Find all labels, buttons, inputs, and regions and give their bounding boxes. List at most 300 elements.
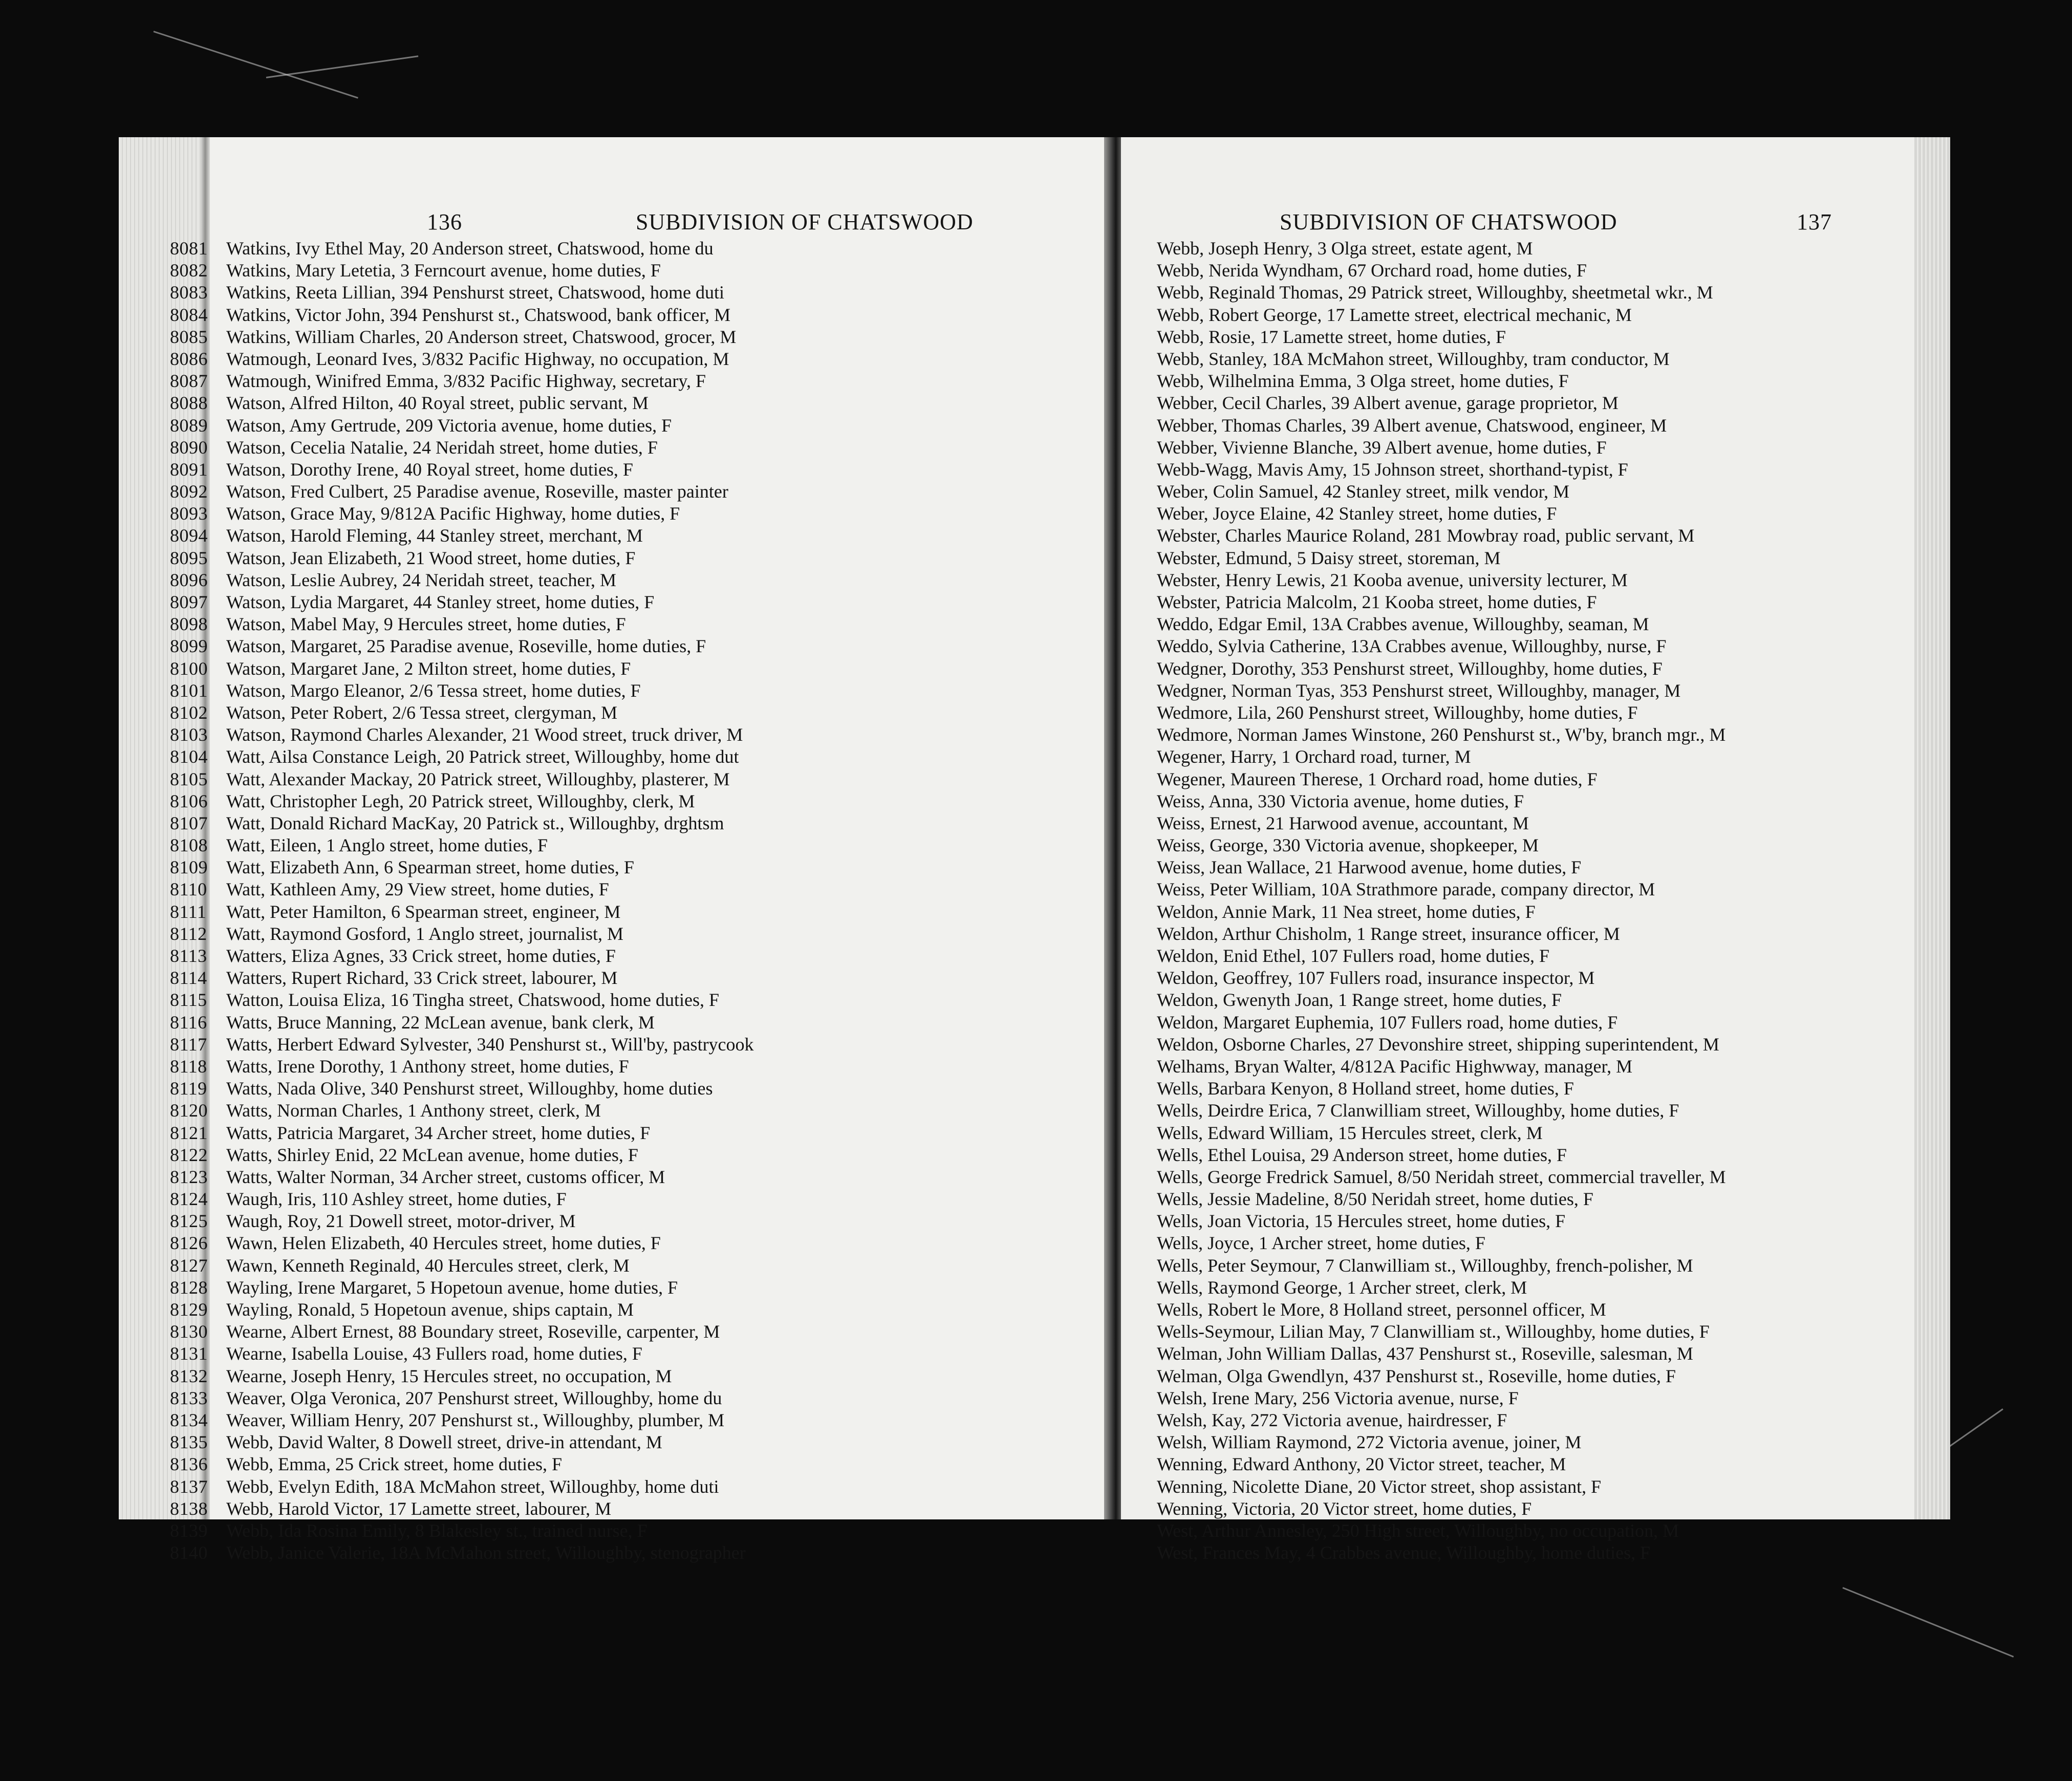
entry-text: Webb, Ida Rosina Emily, 8 Blakesley st., trained nurse, F <box>226 1520 648 1541</box>
list-item <box>1157 1365 1726 1387</box>
list-item <box>170 1232 754 1254</box>
list-item <box>1157 1277 1726 1299</box>
entry-text: Webb, Evelyn Edith, 18A McMahon street, Willoughby, home duti <box>226 1476 719 1497</box>
list-item <box>1157 834 1726 856</box>
entry-text: Weiss, George, 330 Victoria avenue, shopkeeper, M <box>1157 835 1539 856</box>
entry-number: 8115 <box>170 990 207 1011</box>
list-item <box>170 746 754 768</box>
list-item <box>1157 1321 1726 1343</box>
entry-text: Wedmore, Lila, 260 Penshurst street, Willoughby, home duties, F <box>1157 702 1638 723</box>
list-item <box>170 1431 754 1453</box>
entry-number: 8098 <box>170 614 208 635</box>
list-item <box>170 790 754 812</box>
list-item <box>170 923 754 945</box>
entry-text: Webster, Henry Lewis, 21 Kooba avenue, university lecturer, M <box>1157 569 1628 590</box>
entry-number: 8127 <box>170 1255 208 1276</box>
entry-number: 8101 <box>170 680 208 701</box>
entry-text: Watts, Herbert Edward Sylvester, 340 Penshurst st., Will'by, pastrycook <box>226 1034 754 1055</box>
list-item <box>170 768 754 790</box>
entry-number: 8090 <box>170 437 208 458</box>
entry-text: Webb-Wagg, Mavis Amy, 15 Johnson street, shorthand-typist, F <box>1157 459 1628 480</box>
entry-text: Watt, Ailsa Constance Leigh, 20 Patrick street, Willoughby, home dut <box>226 746 739 767</box>
entry-text: Watson, Fred Culbert, 25 Paradise avenue, Roseville, master painter <box>226 481 728 502</box>
entry-text: Watt, Donald Richard MacKay, 20 Patrick st., Willoughby, drghtsm <box>226 812 724 833</box>
entry-number: 8081 <box>170 238 208 259</box>
entry-text: Webb, Wilhelmina Emma, 3 Olga street, home duties, F <box>1157 371 1569 392</box>
list-item <box>170 437 754 459</box>
list-item <box>1157 1343 1726 1365</box>
entry-text: Weldon, Arthur Chisholm, 1 Range street, insurance officer, M <box>1157 923 1620 944</box>
list-item <box>170 967 754 989</box>
list-item <box>170 1034 754 1056</box>
entry-text: Watkins, Mary Letetia, 3 Ferncourt avenue, home duties, F <box>226 260 661 281</box>
entry-text: Watt, Raymond Gosford, 1 Anglo street, journalist, M <box>226 923 624 944</box>
right-page <box>1121 137 1950 1563</box>
entry-number: 8097 <box>170 592 208 612</box>
list-item <box>170 1166 754 1188</box>
list-item <box>1157 1453 1726 1475</box>
list-item <box>170 1012 754 1034</box>
entry-text: Wayling, Ronald, 5 Hopetoun avenue, ships captain, M <box>226 1299 634 1320</box>
list-item <box>1157 878 1726 900</box>
entry-number: 8120 <box>170 1100 208 1121</box>
entry-text: Watton, Louisa Eliza, 16 Tingha street, Chatswood, home duties, F <box>226 990 720 1011</box>
entry-number: 8112 <box>170 923 207 944</box>
entry-text: Wells, Joyce, 1 Archer street, home duties, F <box>1157 1233 1485 1254</box>
entry-text: Watson, Mabel May, 9 Hercules street, home duties, F <box>226 614 626 635</box>
entry-text: Weldon, Margaret Euphemia, 107 Fullers road, home duties, F <box>1157 1012 1618 1033</box>
entry-number: 8132 <box>170 1365 208 1386</box>
entry-text: Watson, Margo Eleanor, 2/6 Tessa street, home duties, F <box>226 680 641 701</box>
entry-number: 8139 <box>170 1520 208 1541</box>
entry-text: Webster, Edmund, 5 Daisy street, storeman, M <box>1157 547 1501 568</box>
list-item <box>170 724 754 746</box>
entry-text: Wenning, Victoria, 20 Victor street, home duties, F <box>1157 1498 1532 1519</box>
entry-text: Welsh, Irene Mary, 256 Victoria avenue, nurse, F <box>1157 1387 1519 1408</box>
list-item <box>1157 923 1726 945</box>
list-item <box>1157 1034 1726 1056</box>
list-item <box>1157 1210 1726 1232</box>
entry-number: 8128 <box>170 1277 208 1298</box>
entry-number: 8133 <box>170 1387 208 1408</box>
list-item <box>170 1409 754 1431</box>
entry-text: Weber, Colin Samuel, 42 Stanley street, milk vendor, M <box>1157 481 1570 502</box>
list-item <box>1157 392 1726 414</box>
list-item <box>1157 370 1726 392</box>
entry-text: Wells, Peter Seymour, 7 Clanwilliam st., Willoughby, french-polisher, M <box>1157 1255 1693 1276</box>
entry-number: 8092 <box>170 481 208 502</box>
list-item <box>170 459 754 481</box>
entry-text: Watts, Irene Dorothy, 1 Anthony street, home duties, F <box>226 1056 629 1077</box>
entry-text: Watson, Margaret, 25 Paradise avenue, Roseville, home duties, F <box>226 636 706 657</box>
entry-text: Watson, Amy Gertrude, 209 Victoria avenue, home duties, F <box>226 415 672 436</box>
list-item <box>170 370 754 392</box>
list-item <box>1157 635 1726 657</box>
entry-text: Welhams, Bryan Walter, 4/812A Pacific Highwway, manager, M <box>1157 1056 1633 1077</box>
entry-text: Watkins, Ivy Ethel May, 20 Anderson street, Chatswood, home du <box>226 238 714 259</box>
entry-number: 8134 <box>170 1409 208 1430</box>
entry-text: Webster, Patricia Malcolm, 21 Kooba street, home duties, F <box>1157 592 1597 612</box>
list-item <box>1157 1166 1726 1188</box>
list-item <box>1157 1122 1726 1144</box>
entry-text: Watt, Eileen, 1 Anglo street, home duties, F <box>226 835 548 856</box>
entry-number: 8104 <box>170 746 208 767</box>
list-item <box>170 1476 754 1498</box>
entry-number: 8091 <box>170 459 208 480</box>
list-item <box>170 1188 754 1210</box>
entry-number: 8109 <box>170 857 208 878</box>
list-item <box>170 1056 754 1078</box>
entry-text: Weldon, Gwenyth Joan, 1 Range street, home duties, F <box>1157 990 1562 1011</box>
entry-number: 8094 <box>170 525 208 546</box>
entry-text: Wearne, Albert Ernest, 88 Boundary street, Roseville, carpenter, M <box>226 1321 720 1342</box>
entry-text: West, Frances May, 4 Crabbes avenue, Willoughby, home duties, F <box>1157 1542 1651 1563</box>
entry-text: Weaver, William Henry, 207 Penshurst st., Willoughby, plumber, M <box>226 1409 725 1430</box>
list-item <box>1157 1542 1726 1564</box>
entry-text: Watson, Cecelia Natalie, 24 Neridah street, home duties, F <box>226 437 658 458</box>
entry-text: West, Arthur Annesley, 250 High street, Willoughby, no occupation, M <box>1157 1520 1679 1541</box>
entry-number: 8107 <box>170 812 208 833</box>
entry-number: 8113 <box>170 946 207 966</box>
list-item <box>1157 1056 1726 1078</box>
list-item <box>1157 901 1726 923</box>
list-item <box>170 1343 754 1365</box>
list-item <box>170 989 754 1011</box>
entry-number: 8087 <box>170 371 208 392</box>
list-item <box>1157 547 1726 569</box>
list-item <box>1157 945 1726 967</box>
entry-number: 8116 <box>170 1012 207 1033</box>
list-item <box>1157 1078 1726 1100</box>
book-spread <box>119 122 1956 1563</box>
list-item <box>170 1277 754 1299</box>
list-item <box>170 1542 754 1564</box>
entry-number: 8117 <box>170 1034 207 1055</box>
entry-text: Watt, Elizabeth Ann, 6 Spearman street, home duties, F <box>226 857 634 878</box>
entry-text: Wells, Deirdre Erica, 7 Clanwilliam street, Willoughby, home duties, F <box>1157 1100 1679 1121</box>
entry-text: Webb, Harold Victor, 17 Lamette street, labourer, M <box>226 1498 612 1519</box>
entry-number: 8131 <box>170 1343 208 1364</box>
entry-text: Weiss, Peter William, 10A Strathmore parade, company director, M <box>1157 879 1655 900</box>
list-item <box>1157 1431 1726 1453</box>
page-heading: SUBDIVISION OF CHATSWOOD <box>1280 209 1617 234</box>
page-number: 136 <box>427 209 462 234</box>
list-item <box>170 1321 754 1343</box>
entry-text: Wenning, Nicolette Diane, 20 Victor street, shop assistant, F <box>1157 1476 1602 1497</box>
list-item <box>1157 481 1726 503</box>
list-item <box>1157 1144 1726 1166</box>
list-item <box>1157 503 1726 525</box>
entry-text: Webster, Charles Maurice Roland, 281 Mowbray road, public servant, M <box>1157 525 1695 546</box>
entry-text: Weaver, Olga Veronica, 207 Penshurst street, Willoughby, home du <box>226 1387 722 1408</box>
list-item <box>170 945 754 967</box>
entry-text: Webber, Cecil Charles, 39 Albert avenue, garage proprietor, M <box>1157 393 1618 414</box>
entry-text: Webb, Janice Valerie, 18A McMahon street, Willoughby, stenographer <box>226 1542 746 1563</box>
list-item <box>170 326 754 348</box>
list-item <box>1157 1100 1726 1122</box>
entry-text: Weber, Joyce Elaine, 42 Stanley street, home duties, F <box>1157 503 1557 524</box>
list-item <box>1157 746 1726 768</box>
list-item <box>1157 856 1726 878</box>
list-item <box>170 812 754 834</box>
list-item <box>170 591 754 613</box>
list-item <box>1157 591 1726 613</box>
entry-text: Watson, Harold Fleming, 44 Stanley street, merchant, M <box>226 525 643 546</box>
entry-text: Watson, Lydia Margaret, 44 Stanley street, home duties, F <box>226 592 655 612</box>
entry-number: 8100 <box>170 658 208 679</box>
list-item <box>1157 1520 1726 1542</box>
entry-text: Wearne, Joseph Henry, 15 Hercules street, no occupation, M <box>226 1365 672 1386</box>
entry-text: Wells, Edward William, 15 Hercules street, clerk, M <box>1157 1122 1543 1143</box>
entry-number: 8083 <box>170 282 208 303</box>
entry-text: Watts, Norman Charles, 1 Anthony street, clerk, M <box>226 1100 601 1121</box>
entry-text: Watters, Rupert Richard, 33 Crick street, labourer, M <box>226 968 618 989</box>
list-item <box>170 1520 754 1542</box>
entry-number: 8125 <box>170 1211 208 1232</box>
entry-number: 8136 <box>170 1454 208 1475</box>
list-item <box>1157 613 1726 635</box>
entry-number: 8110 <box>170 879 207 900</box>
entry-text: Watmough, Winifred Emma, 3/832 Pacific Highway, secretary, F <box>226 371 706 392</box>
entry-number: 8089 <box>170 415 208 436</box>
list-item <box>170 1122 754 1144</box>
entry-number: 8129 <box>170 1299 208 1320</box>
entry-text: Waugh, Iris, 110 Ashley street, home duties, F <box>226 1189 567 1210</box>
entry-text: Welsh, William Raymond, 272 Victoria avenue, joiner, M <box>1157 1432 1582 1453</box>
entry-text: Webb, Robert George, 17 Lamette street, electrical mechanic, M <box>1157 304 1632 325</box>
entry-number: 8111 <box>170 901 207 922</box>
entry-text: Wedgner, Dorothy, 353 Penshurst street, Willoughby, home duties, F <box>1157 658 1663 679</box>
list-item <box>170 260 754 282</box>
entry-number: 8138 <box>170 1498 208 1519</box>
entry-number: 8123 <box>170 1166 208 1187</box>
list-item <box>170 348 754 370</box>
list-item <box>170 635 754 657</box>
entry-number: 8095 <box>170 547 208 568</box>
list-item <box>170 901 754 923</box>
entry-text: Watts, Nada Olive, 340 Penshurst street, Willoughby, home duties <box>226 1078 713 1099</box>
list-item <box>170 856 754 878</box>
list-item <box>170 503 754 525</box>
entry-number: 8099 <box>170 636 208 657</box>
entry-number: 8093 <box>170 503 208 524</box>
list-item <box>170 1078 754 1100</box>
entry-text: Watson, Leslie Aubrey, 24 Neridah street, teacher, M <box>226 569 617 590</box>
entry-text: Watt, Kathleen Amy, 29 View street, home duties, F <box>226 879 609 900</box>
list-item <box>1157 1232 1726 1254</box>
list-item <box>1157 967 1726 989</box>
list-item <box>1157 569 1726 591</box>
list-item <box>1157 437 1726 459</box>
list-item <box>1157 1387 1726 1409</box>
entry-text: Wawn, Kenneth Reginald, 40 Hercules street, clerk, M <box>226 1255 630 1276</box>
entry-text: Watkins, Reeta Lillian, 394 Penshurst street, Chatswood, home duti <box>226 282 724 303</box>
list-item <box>1157 1476 1726 1498</box>
list-item <box>170 1144 754 1166</box>
list-item <box>170 1299 754 1321</box>
entry-number: 8108 <box>170 835 208 856</box>
list-item <box>170 834 754 856</box>
page-number: 137 <box>1797 209 1832 234</box>
list-item <box>170 238 754 260</box>
entry-number: 8137 <box>170 1476 208 1497</box>
list-item <box>1157 812 1726 834</box>
entry-text: Watmough, Leonard Ives, 3/832 Pacific Highway, no occupation, M <box>226 348 729 369</box>
scratch-mark <box>1842 1587 2014 1658</box>
list-item <box>170 525 754 547</box>
list-item <box>170 569 754 591</box>
entry-number: 8122 <box>170 1144 208 1165</box>
list-item <box>170 1498 754 1520</box>
entry-text: Wayling, Irene Margaret, 5 Hopetoun avenue, home duties, F <box>226 1277 678 1298</box>
list-item <box>1157 1409 1726 1431</box>
list-item <box>1157 658 1726 680</box>
entry-number: 8096 <box>170 569 208 590</box>
list-item <box>1157 415 1726 437</box>
entry-text: Watson, Peter Robert, 2/6 Tessa street, clergyman, M <box>226 702 618 723</box>
list-item <box>170 415 754 437</box>
list-item <box>170 702 754 724</box>
page-edges <box>1914 137 1950 1519</box>
entry-number: 8126 <box>170 1233 208 1254</box>
entry-text: Watts, Patricia Margaret, 34 Archer street, home duties, F <box>226 1122 651 1143</box>
entry-number: 8118 <box>170 1056 207 1077</box>
list-item <box>170 1453 754 1475</box>
list-item <box>1157 282 1726 304</box>
entry-text: Wedgner, Norman Tyas, 353 Penshurst street, Willoughby, manager, M <box>1157 680 1681 701</box>
list-item <box>1157 1012 1726 1034</box>
entry-text: Webber, Thomas Charles, 39 Albert avenue, Chatswood, engineer, M <box>1157 415 1667 436</box>
entry-number: 8130 <box>170 1321 208 1342</box>
list-item <box>170 1365 754 1387</box>
entry-list <box>170 238 754 1564</box>
entry-text: Watt, Peter Hamilton, 6 Spearman street, engineer, M <box>226 901 621 922</box>
list-item <box>1157 790 1726 812</box>
entry-list <box>1157 238 1726 1564</box>
entry-text: Webb, Emma, 25 Crick street, home duties, F <box>226 1454 562 1475</box>
entry-text: Waugh, Roy, 21 Dowell street, motor-driver, M <box>226 1211 576 1232</box>
entry-text: Watts, Bruce Manning, 22 McLean avenue, bank clerk, M <box>226 1012 655 1033</box>
list-item <box>170 1255 754 1277</box>
entry-text: Watt, Christopher Legh, 20 Patrick street, Willoughby, clerk, M <box>226 790 695 811</box>
entry-text: Watts, Walter Norman, 34 Archer street, customs officer, M <box>226 1166 665 1187</box>
list-item <box>170 1387 754 1409</box>
entry-text: Watters, Eliza Agnes, 33 Crick street, home duties, F <box>226 946 616 966</box>
entry-number: 8086 <box>170 348 208 369</box>
entry-text: Welman, Olga Gwendlyn, 437 Penshurst st., Roseville, home duties, F <box>1157 1365 1676 1386</box>
list-item <box>1157 724 1726 746</box>
list-item <box>1157 459 1726 481</box>
list-item <box>1157 1299 1726 1321</box>
entry-text: Wells, Ethel Louisa, 29 Anderson street, home duties, F <box>1157 1144 1567 1165</box>
entry-number: 8082 <box>170 260 208 281</box>
list-item <box>1157 1255 1726 1277</box>
entry-text: Wells, Joan Victoria, 15 Hercules street, home duties, F <box>1157 1211 1566 1232</box>
entry-text: Webb, Nerida Wyndham, 67 Orchard road, home duties, F <box>1157 260 1587 281</box>
list-item <box>1157 304 1726 326</box>
entry-text: Watts, Shirley Enid, 22 McLean avenue, home duties, F <box>226 1144 638 1165</box>
list-item <box>1157 702 1726 724</box>
entry-text: Wells, Raymond George, 1 Archer street, clerk, M <box>1157 1277 1527 1298</box>
entry-text: Weiss, Anna, 330 Victoria avenue, home duties, F <box>1157 790 1524 811</box>
left-page <box>119 137 1107 1563</box>
entry-text: Watson, Grace May, 9/812A Pacific Highway, home duties, F <box>226 503 680 524</box>
entry-number: 8085 <box>170 326 208 347</box>
entry-text: Watkins, William Charles, 20 Anderson street, Chatswood, grocer, M <box>226 326 737 347</box>
entry-text: Watson, Margaret Jane, 2 Milton street, home duties, F <box>226 658 631 679</box>
entry-text: Watson, Alfred Hilton, 40 Royal street, public servant, M <box>226 393 649 414</box>
entry-text: Weiss, Jean Wallace, 21 Harwood avenue, home duties, F <box>1157 857 1582 878</box>
list-item <box>1157 680 1726 702</box>
entry-text: Wells, Barbara Kenyon, 8 Holland street, home duties, F <box>1157 1078 1574 1099</box>
list-item <box>170 282 754 304</box>
list-item <box>170 392 754 414</box>
entry-text: Wearne, Isabella Louise, 43 Fullers road, home duties, F <box>226 1343 642 1364</box>
entry-number: 8121 <box>170 1122 208 1143</box>
entry-text: Webb, David Walter, 8 Dowell street, drive-in attendant, M <box>226 1432 662 1453</box>
list-item <box>1157 326 1726 348</box>
entry-text: Watt, Alexander Mackay, 20 Patrick street, Willoughby, plasterer, M <box>226 768 730 789</box>
entry-number: 8102 <box>170 702 208 723</box>
list-item <box>170 547 754 569</box>
entry-text: Wegener, Harry, 1 Orchard road, turner, M <box>1157 746 1471 767</box>
entry-text: Wedmore, Norman James Winstone, 260 Penshurst st., W'by, branch mgr., M <box>1157 724 1726 745</box>
entry-text: Weldon, Geoffrey, 107 Fullers road, insurance inspector, M <box>1157 968 1595 989</box>
entry-number: 8119 <box>170 1078 207 1099</box>
entry-text: Welman, John William Dallas, 437 Penshurst st., Roseville, salesman, M <box>1157 1343 1693 1364</box>
entry-text: Watson, Dorothy Irene, 40 Royal street, home duties, F <box>226 459 633 480</box>
entry-number: 8105 <box>170 768 208 789</box>
entry-text: Weldon, Annie Mark, 11 Nea street, home duties, F <box>1157 901 1536 922</box>
entry-text: Wawn, Helen Elizabeth, 40 Hercules street, home duties, F <box>226 1233 661 1254</box>
entry-text: Weldon, Enid Ethel, 107 Fullers road, home duties, F <box>1157 946 1550 966</box>
entry-number: 8084 <box>170 304 208 325</box>
entry-text: Wells, Jessie Madeline, 8/50 Neridah street, home duties, F <box>1157 1189 1593 1210</box>
entry-number: 8103 <box>170 724 208 745</box>
entry-text: Wells, Robert le More, 8 Holland street, personnel officer, M <box>1157 1299 1606 1320</box>
entry-text: Weiss, Ernest, 21 Harwood avenue, accountant, M <box>1157 812 1529 833</box>
entry-text: Webb, Joseph Henry, 3 Olga street, estate agent, M <box>1157 238 1533 259</box>
list-item <box>1157 768 1726 790</box>
entry-text: Watkins, Victor John, 394 Penshurst st., Chatswood, bank officer, M <box>226 304 731 325</box>
entry-text: Watson, Raymond Charles Alexander, 21 Wood street, truck driver, M <box>226 724 743 745</box>
entry-number: 8088 <box>170 393 208 414</box>
entry-text: Wenning, Edward Anthony, 20 Victor street, teacher, M <box>1157 1454 1566 1475</box>
list-item <box>170 878 754 900</box>
entry-text: Webber, Vivienne Blanche, 39 Albert avenue, home duties, F <box>1157 437 1607 458</box>
entry-text: Webb, Rosie, 17 Lamette street, home duties, F <box>1157 326 1506 347</box>
list-item <box>1157 238 1726 260</box>
entry-text: Wells, George Fredrick Samuel, 8/50 Neridah street, commercial traveller, M <box>1157 1166 1726 1187</box>
entry-text: Wegener, Maureen Therese, 1 Orchard road, home duties, F <box>1157 768 1598 789</box>
entry-text: Wells-Seymour, Lilian May, 7 Clanwilliam st., Willoughby, home duties, F <box>1157 1321 1710 1342</box>
list-item <box>1157 1188 1726 1210</box>
list-item <box>170 1100 754 1122</box>
list-item <box>1157 989 1726 1011</box>
entry-number: 8140 <box>170 1542 208 1563</box>
list-item <box>170 1210 754 1232</box>
entry-text: Weddo, Sylvia Catherine, 13A Crabbes avenue, Willoughby, nurse, F <box>1157 636 1667 657</box>
entry-text: Webb, Reginald Thomas, 29 Patrick street, Willoughby, sheetmetal wkr., M <box>1157 282 1713 303</box>
scratch-mark <box>266 55 418 78</box>
entry-number: 8135 <box>170 1432 208 1453</box>
entry-text: Welsh, Kay, 272 Victoria avenue, hairdresser, F <box>1157 1409 1507 1430</box>
page-heading: SUBDIVISION OF CHATSWOOD <box>636 209 974 234</box>
list-item <box>1157 348 1726 370</box>
list-item <box>170 658 754 680</box>
list-item <box>170 304 754 326</box>
entry-number: 8106 <box>170 790 208 811</box>
